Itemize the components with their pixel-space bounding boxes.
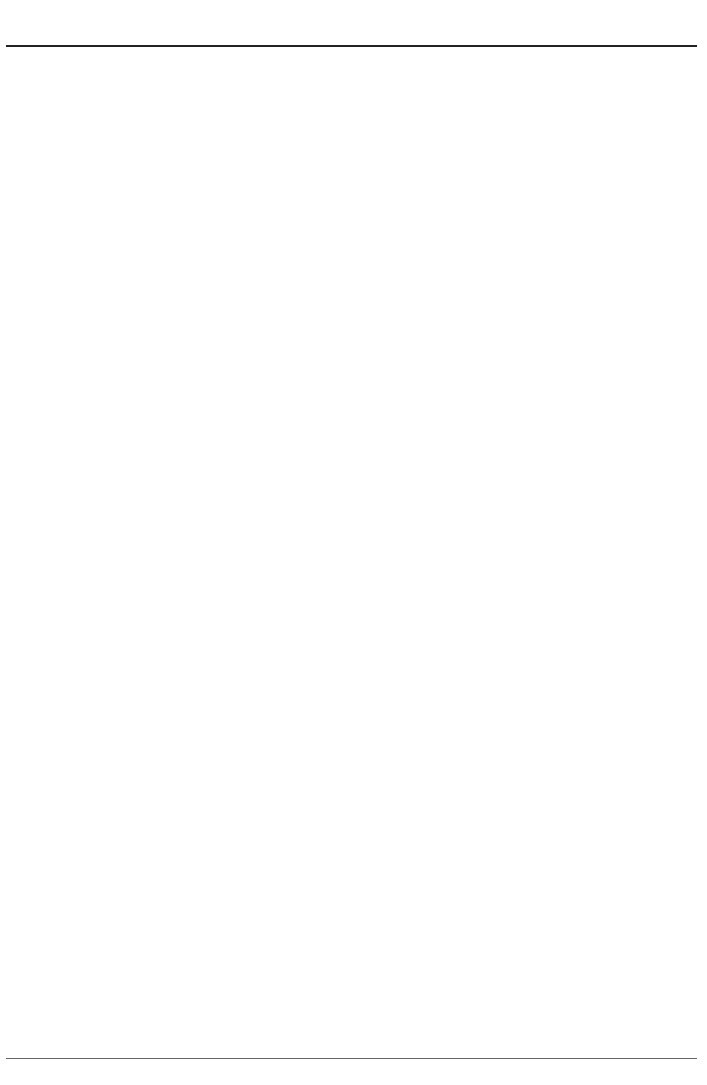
right-column [563, 78, 703, 1054]
footer-note [6, 1058, 697, 1062]
title-rule [6, 45, 697, 47]
